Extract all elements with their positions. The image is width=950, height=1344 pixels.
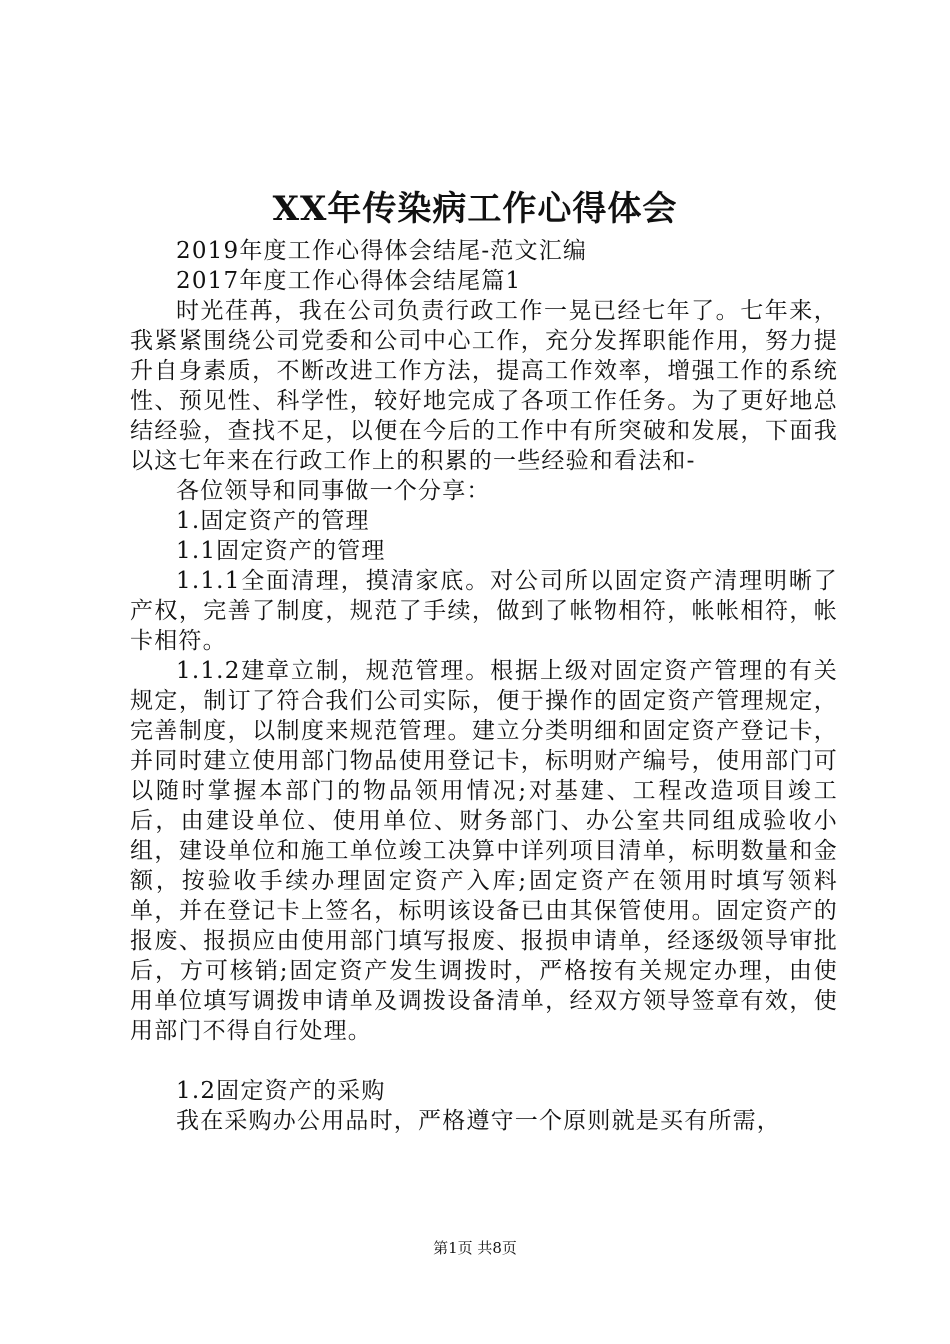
document-title: XX年传染病工作心得体会	[272, 189, 678, 229]
paragraph: 各位领导和同事做一个分享：	[176, 478, 491, 504]
paragraph: 2017年度工作心得体会结尾篇1	[176, 268, 522, 294]
section-heading: 1.固定资产的管理	[176, 508, 370, 534]
paragraph: 1.1.2建章立制，规范管理。根据上级对固定资产管理的有关规定，制订了符合我们公司实际，便于操作的固定资产管理规定，完善制度，以制度来规范管理。建立分类明细和固定资产登记卡，并同时建立使用部门物品使用登记卡，标明财产编号，使用部门可以随时掌握本部门的物品领用情况;对基建、工程改造项目竣工后，由建设单位、使用单位、财务部门、办公室共同组成验收小组，建设单位和施工单位竣工决算中详列项目清单，标明数量和金额，按验收手续办理固定资产入库;固定资产在领用时填写领料单，并在登记卡上签名，标明该设备已由其保管使用。固定资产的报废、报损应由使用部门填写报废、报损申请单，经逐级领导审批后，方可核销;固定资产发生调拨时，严格按有关规定办理，由使用单位填写调拨申请单及调拨设备清单，经双方领导签章有效，使用部门不得自行处理。	[130, 658, 838, 1044]
document-body	[130, 236, 838, 1136]
paragraph: 2019年度工作心得体会结尾-范文汇编	[176, 238, 588, 264]
paragraph: 时光荏苒，我在公司负责行政工作一晃已经七年了。七年来，我紧紧围绕公司党委和公司中心工作，充分发挥职能作用，努力提升自身素质，不断改进工作方法，提高工作效率，增强工作的系统性、预见性、科学性，较好地完成了各项工作任务。为了更好地总结经验，查找不足，以便在今后的工作中有所突破和发展，下面我以这七年来在行政工作上的积累的一些经验和看法和-	[130, 298, 838, 474]
section-heading: 1.1固定资产的管理	[176, 538, 386, 564]
paragraph: 1.1.1全面清理，摸清家底。对公司所以固定资产清理明晰了产权，完善了制度，规范了手续，做到了帐物相符，帐帐相符，帐卡相符。	[130, 568, 838, 654]
paragraph: 我在采购办公用品时，严格遵守一个原则就是买有所需，	[176, 1108, 781, 1134]
page-footer: 第1页 共8页	[433, 1239, 517, 1257]
section-heading: 1.2固定资产的采购	[176, 1078, 386, 1104]
